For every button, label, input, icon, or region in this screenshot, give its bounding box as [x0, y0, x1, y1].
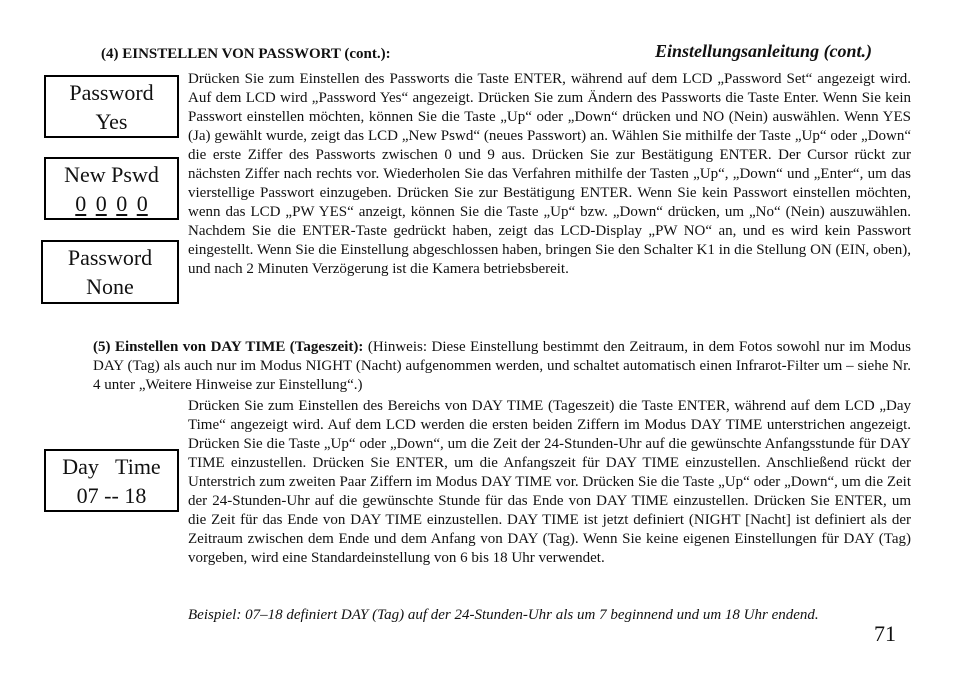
- lcd-line: New Pswd: [64, 161, 159, 187]
- lcd-digit: 0: [116, 190, 128, 216]
- lcd-line: Day Time: [62, 453, 161, 479]
- lcd-digit: 0: [136, 190, 148, 216]
- lcd-line: Password: [67, 245, 153, 270]
- password-paragraph: Drücken Sie zum Einstellen des Passworts die Taste ENTER, während auf dem LCD „Password Set“ angezeigt wird. Auf dem LCD wird „Password Yes“ angezeigt. Drücken Sie zum Ändern des Passworts die Taste Enter. Wenn Sie kein Passwort einstellen möchten, können Sie die Taste „Up“ oder „Down“ drücken und NO (Nein) auswählen. Wenn YES (Ja) gewählt wurde, zeigt das LCD „New Pswd“ (neues Passwort) an. Wählen Sie mithilfe der Taste „Up“ oder „Down“ die erste Ziffer des Passworts zwischen 0 und 9 aus. Drücken Sie zur Bestätigung ENTER. Der Cursor rückt zur nächsten Ziffer nach rechts vor. Wiederholen Sie das Verfahren mithilfe der Tasten „Up“, „Down“ und „Enter“, um das vierstellige Passwort einzugeben. Drücken Sie zur Bestätigung ENTER. Wenn Sie kein Passwort einstellen möchten, wenn das LCD „PW YES“ anzeigt, können Sie die Taste „Up“ bzw. „Down“ drücken, um „No“ (Nein) auszuwählen. Nachdem Sie die ENTER-Taste gedrückt haben, zeigt das LCD-Display „PW NO“ an, und es wird kein Passwort eingestellt. Wenn Sie die Einstellung abgeschlossen haben, bringen Sie den Schalter K1 in die Stellung ON (EIN, oben), und nach 2 Minuten Verzögerung ist die Kamera betriebsbereit.: [188, 71, 911, 277]
- daytime-heading: (5) Einstellen von DAY TIME (Tageszeit):: [93, 339, 364, 355]
- running-title: Einstellungsanleitung (cont.): [655, 41, 873, 61]
- lcd-new-pswd: [44, 157, 179, 220]
- example-paragraph: Beispiel: 07–18 definiert DAY (Tag) auf der 24-Stunden-Uhr als um 7 beginnend und um 18 Uhr endend.: [188, 607, 819, 623]
- lcd-line: 07 -- 18: [76, 482, 147, 508]
- lcd-password-yes: [44, 75, 179, 138]
- section-title: (4) EINSTELLEN VON PASSWORT (cont.):: [101, 46, 391, 62]
- daytime-intro-paragraph: [93, 338, 911, 395]
- page-number: 71: [874, 621, 896, 646]
- lcd-day-time: [44, 449, 179, 512]
- lcd-digit: 0: [95, 190, 107, 216]
- lcd-line: None: [86, 274, 134, 299]
- lcd-line: Yes: [95, 108, 128, 134]
- daytime-intro: (Hinweis: Diese Einstellung bestimmt den Zeitraum, in dem Fotos sowohl nur im Modus DAY (Tag) als auch nur im Modus NIGHT (Nacht) aufgenommen werden, und schaltet automatisch einen Infrarot-Filter um – siehe Nr. 4 unter „Weitere Hinweise zur Einstellung“.): [93, 339, 911, 393]
- daytime-paragraph: Drücken Sie zum Einstellen des Bereichs von DAY TIME (Tageszeit) die Taste ENTER, während auf dem LCD „Day Time“ angezeigt wird. Auf dem LCD werden die ersten beiden Ziffern im Modus DAY TIME unterstrichen angezeigt. Drücken Sie die Taste „Up“ oder „Down“, um die Zeit der 24-Stunden-Uhr auf die gewünschte Anfangsstunde für DAY TIME einzustellen. Drücken Sie ENTER, um die Anfangszeit für DAY TIME einzustellen. Anschließend rückt der Unterstrich zum zweiten Paar Ziffern im Modus DAY TIME vor. Drücken Sie die Taste „Up“ oder „Down“, um die Zeit der 24-Stunden-Uhr auf die gewünschte Stunde für das Ende von DAY TIME einzustellen. Drücken Sie ENTER, um die Zeit für das Ende von DAY TIME einzustellen. DAY TIME ist jetzt definiert (NIGHT [Nacht] ist definiert als der Zeitraum zwischen dem Ende und dem Anfang von DAY (Tag). Wenn Sie keine eigenen Einstellungen für DAY (Tag) vorgeben, wird eine Standardeinstellung von 6 bis 18 Uhr verwendet.: [188, 398, 911, 566]
- lcd-password-none: [41, 240, 179, 304]
- lcd-line: Password: [69, 79, 154, 105]
- lcd-digit: 0: [75, 190, 87, 216]
- lcd-digits: [73, 189, 150, 218]
